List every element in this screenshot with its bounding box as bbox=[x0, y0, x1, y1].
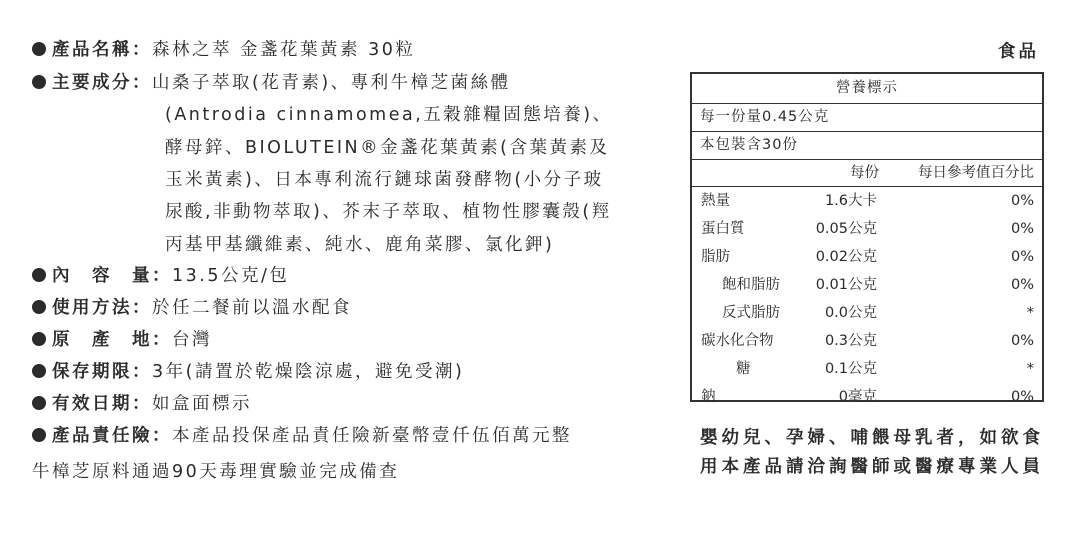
nutrition-row bbox=[692, 215, 1042, 243]
bullet-icon bbox=[32, 42, 46, 56]
nutrient-name: 飽和脂肪 bbox=[722, 277, 780, 293]
nutrient-daily: * bbox=[1026, 361, 1034, 377]
nutrient-daily: 0% bbox=[1010, 221, 1034, 237]
spec-value: 山桑子萃取(花青素)、專利牛樟芝菌絲體 bbox=[152, 73, 511, 93]
food-category-label: 食品 bbox=[998, 42, 1039, 62]
bullet-icon bbox=[32, 75, 46, 89]
spec-value: 如盒面標示 bbox=[152, 394, 252, 414]
ingredients-line: 酵母鋅、BIOLUTEIN®金盞花葉黃素(含葉黃素及 bbox=[165, 138, 610, 158]
ingredients-line: 尿酸,非動物萃取)、芥末子萃取、植物性膠囊殼(羥 bbox=[165, 202, 612, 222]
nutrition-row bbox=[692, 327, 1042, 355]
nutrient-daily: * bbox=[1026, 305, 1034, 321]
spec-liability-insurance bbox=[32, 422, 572, 447]
bullet-icon bbox=[32, 332, 46, 346]
spec-origin bbox=[32, 326, 212, 351]
spec-value: 13.5公克/包 bbox=[172, 266, 290, 286]
servings-per-pack: 本包裝含30份 bbox=[692, 132, 1042, 160]
spec-label: 主要成分： bbox=[52, 73, 152, 93]
nutrient-daily: 0% bbox=[1010, 389, 1034, 405]
spec-usage bbox=[32, 294, 352, 319]
spec-label: 內 容 量： bbox=[52, 266, 172, 286]
col-daily-value: 每日參考值百分比 bbox=[918, 165, 1034, 181]
nutrient-name: 鈉 bbox=[701, 389, 716, 405]
spec-value: 本產品投保產品責任險新臺幣壹仟伍佰萬元整 bbox=[172, 426, 572, 446]
col-per-serving: 每份 bbox=[850, 165, 879, 181]
bullet-icon bbox=[32, 364, 46, 378]
spec-ingredients bbox=[32, 69, 511, 94]
toxicology-note: 牛樟芝原料通過90天毒理實驗並完成備查 bbox=[32, 462, 400, 482]
nutrition-row bbox=[692, 299, 1042, 327]
consumption-warning: 嬰幼兒、孕婦、哺餵母乳者，如欲食用本產品請洽詢醫師或醫療專業人員 bbox=[700, 428, 1044, 477]
spec-label: 保存期限： bbox=[52, 362, 152, 382]
nutrient-amount: 0.01公克 bbox=[815, 277, 877, 293]
nutrient-amount: 1.6大卡 bbox=[824, 193, 877, 209]
spec-label: 產品名稱： bbox=[52, 40, 152, 60]
nutrient-name: 糖 bbox=[736, 361, 751, 377]
nutrient-amount: 0.1公克 bbox=[824, 361, 877, 377]
nutrition-facts-table bbox=[690, 72, 1044, 405]
nutrient-amount: 0.05公克 bbox=[815, 221, 877, 237]
spec-value: 森林之萃 金盞花葉黃素 30粒 bbox=[152, 40, 416, 60]
spec-value: 3年(請置於乾燥陰涼處，避免受潮) bbox=[152, 362, 465, 382]
spec-label: 原 產 地： bbox=[52, 330, 172, 350]
nutrient-amount: 0毫克 bbox=[838, 389, 877, 405]
ingredients-line: 玉米黃素)、日本專利流行鏈球菌發酵物(小分子玻 bbox=[165, 170, 604, 190]
spec-label: 產品責任險： bbox=[52, 426, 172, 446]
spec-product-name bbox=[32, 36, 415, 61]
bullet-icon bbox=[32, 428, 46, 442]
nutrient-name: 脂肪 bbox=[701, 249, 730, 265]
nutrient-name: 碳水化合物 bbox=[701, 333, 774, 349]
bullet-icon bbox=[32, 268, 46, 282]
nutrition-row bbox=[692, 187, 1042, 215]
nutrition-row bbox=[692, 271, 1042, 299]
nutrient-amount: 0.02公克 bbox=[815, 249, 877, 265]
spec-value: 台灣 bbox=[172, 330, 212, 350]
ingredients-line: 丙基甲基纖維素、純水、鹿角菜膠、氯化鉀) bbox=[165, 235, 555, 255]
nutrient-daily: 0% bbox=[1010, 193, 1034, 209]
spec-label: 使用方法： bbox=[52, 298, 152, 318]
nutrient-daily: 0% bbox=[1010, 333, 1034, 349]
nutrition-row bbox=[692, 355, 1042, 383]
serving-size: 每一份量0.45公克 bbox=[692, 104, 1042, 132]
spec-label: 有效日期： bbox=[52, 394, 152, 414]
nutrient-amount: 0.3公克 bbox=[824, 333, 877, 349]
spec-net-content bbox=[32, 262, 289, 287]
nutrition-row bbox=[692, 383, 1042, 411]
nutrient-daily: 0% bbox=[1010, 249, 1034, 265]
bullet-icon bbox=[32, 396, 46, 410]
nutrient-amount: 0.0公克 bbox=[824, 305, 877, 321]
nutrient-name: 反式脂肪 bbox=[722, 305, 780, 321]
nutrition-header-row bbox=[692, 160, 1042, 187]
nutrient-name: 蛋白質 bbox=[701, 221, 745, 237]
nutrient-name: 熱量 bbox=[701, 193, 730, 209]
spec-value: 於任二餐前以溫水配食 bbox=[152, 298, 352, 318]
bullet-icon bbox=[32, 300, 46, 314]
spec-expiry bbox=[32, 390, 252, 415]
spec-shelf-life bbox=[32, 358, 464, 383]
nutrition-row bbox=[692, 243, 1042, 271]
ingredients-line: (Antrodia cinnamomea,五穀雜糧固態培養)、 bbox=[165, 105, 613, 125]
nutrition-title: 營養標示 bbox=[692, 74, 1042, 104]
nutrient-daily: 0% bbox=[1010, 277, 1034, 293]
